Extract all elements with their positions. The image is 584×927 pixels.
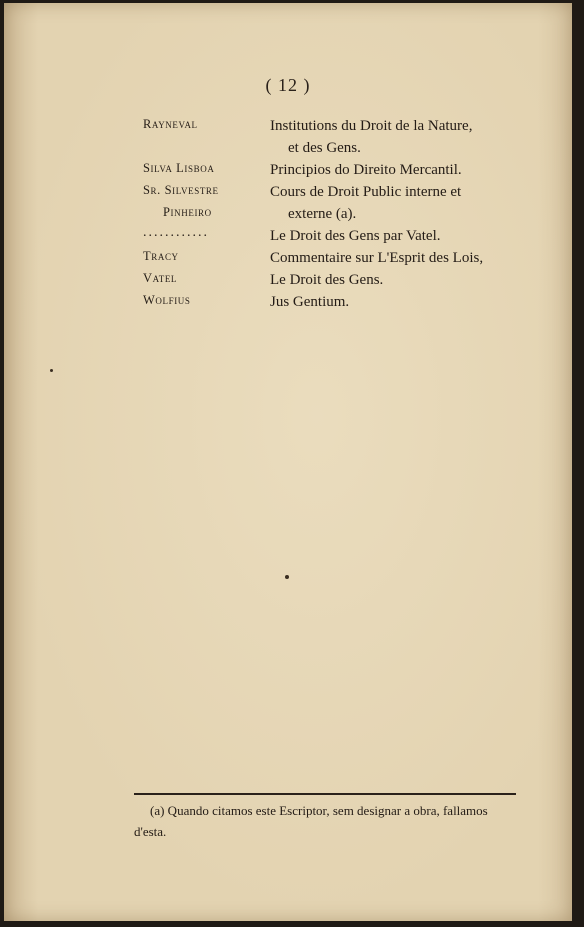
author-name: Wolfius — [143, 293, 191, 307]
author-name: Vatel — [143, 271, 178, 285]
work-title-line1: Institutions du Droit de la Nature, — [270, 118, 473, 134]
paper-speck — [285, 575, 289, 579]
bibliography-list — [4, 113, 572, 311]
work-title — [270, 115, 536, 159]
footnote-divider — [134, 793, 516, 795]
page-number: ( 12 ) — [265, 75, 311, 95]
work-title-line1: Cours de Droit Public interne et — [270, 184, 462, 200]
author-name: Rayneval — [143, 117, 198, 131]
list-item — [4, 223, 572, 245]
work-title-line2: externe (a). — [288, 206, 357, 222]
work-title: Principios do Direito Mercantil. — [270, 162, 462, 178]
work-title: Jus Gentium. — [270, 294, 350, 310]
list-item — [4, 289, 572, 311]
author-name: Tracy — [143, 249, 179, 263]
list-item — [4, 245, 572, 267]
author-name — [143, 183, 263, 220]
work-title: Le Droit des Gens. — [270, 272, 384, 288]
book-page — [4, 3, 572, 921]
author-name: Silva Lisboa — [143, 161, 215, 175]
paper-speck — [50, 369, 53, 372]
work-title — [270, 181, 536, 225]
author-name-line2: Pinheiro — [163, 205, 212, 219]
footnote: (a) Quando citamos este Escriptor, sem designar a obra, fallamos d'esta. — [134, 803, 488, 839]
list-item — [4, 113, 572, 157]
work-title: Le Droit des Gens par Vatel. — [270, 228, 441, 244]
work-title: Commentaire sur L'Esprit des Lois, — [270, 250, 484, 266]
list-item — [4, 267, 572, 289]
list-item — [4, 157, 572, 179]
list-item — [4, 179, 572, 223]
author-name-line1: Sr. Silvestre — [143, 183, 219, 197]
work-title-line2: et des Gens. — [288, 140, 361, 156]
ditto-dots: ............ — [143, 225, 209, 240]
